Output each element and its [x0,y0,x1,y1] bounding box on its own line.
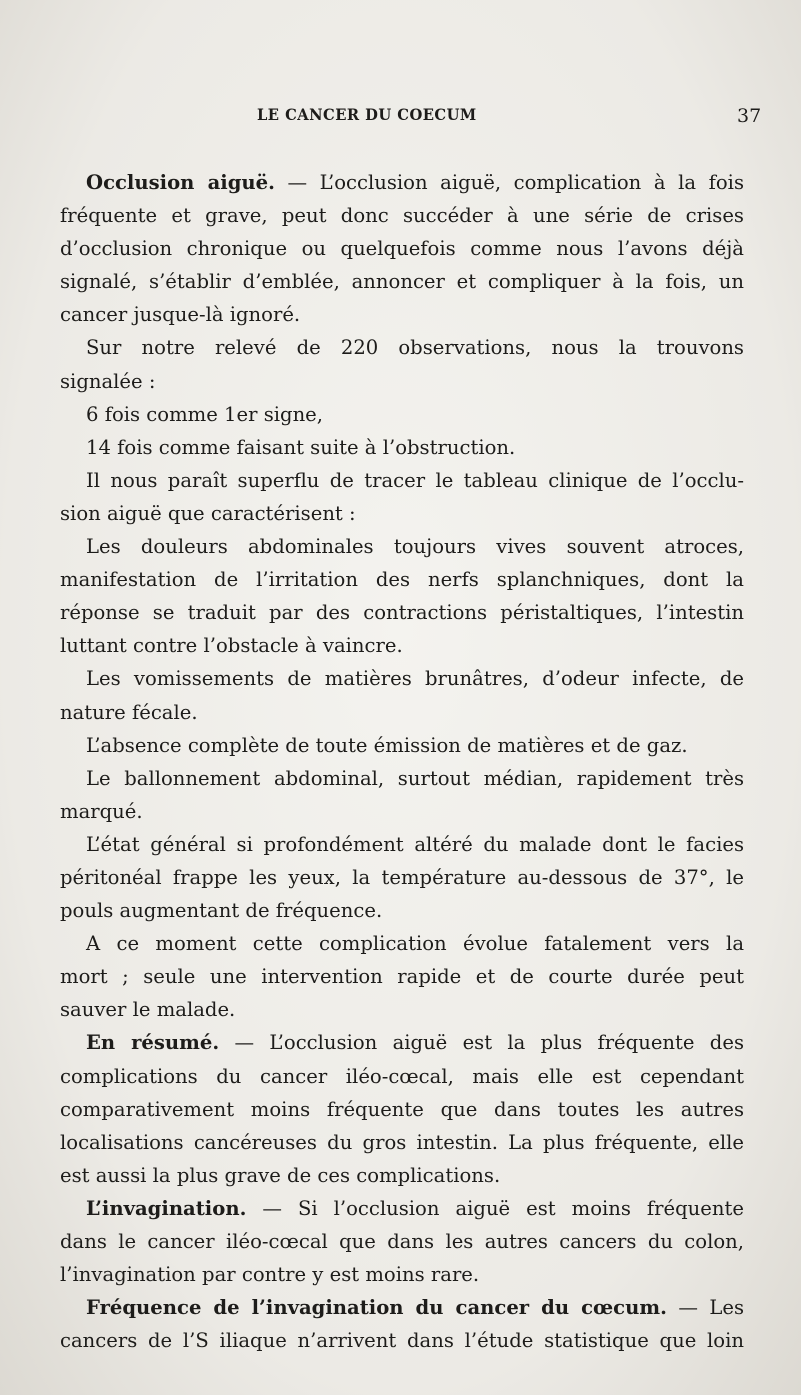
run-in-heading: Occlusion aiguë. [86,171,275,194]
run-in-heading: Fréquence de l’invagination du cancer du cœcum. [86,1296,667,1320]
text-line [60,365,744,398]
line-text: marqué. [60,799,143,823]
text-line [60,1225,744,1258]
page-header [0,105,801,127]
line-text: 6 fois comme 1er signe, [86,402,324,426]
line-text: L’état général si profondément altéré du malade dont le facies [86,832,744,856]
text-line [60,894,744,927]
line-text: — L’occlusion aiguë, complication à la fois [274,171,745,194]
line-text: mort ; seule une intervention rapide et de courte durée peut [60,965,744,989]
line-text: fréquente et grave, peut donc succéder à une série de crises [60,204,744,228]
text-line [60,464,744,497]
text-line [60,993,744,1026]
text-line [60,696,744,729]
line-text: est aussi la plus grave de ces complications. [60,1163,501,1187]
text-line [60,960,744,993]
line-text: cancers de l’S iliaque n’arrivent dans l’étude statistique que loin [60,1329,744,1353]
text-line [60,1192,744,1225]
line-text: Les douleurs abdominales toujours vives souvent atroces, [86,535,744,559]
text-line [60,1159,744,1192]
line-text: — L’occlusion aiguë est la plus fréquente des [219,1031,744,1055]
line-text: nature fécale. [60,700,198,724]
text-line [60,861,744,894]
text-line [60,1324,744,1357]
line-text: d’occlusion chronique ou quelquefois comme nous l’avons déjà [60,237,744,261]
text-line [60,1126,744,1159]
text-line [60,1060,744,1093]
text-line [60,232,744,265]
text-line [60,431,744,464]
text-line [60,1026,744,1059]
line-text: sion aiguë que caractérisent : [60,501,356,525]
text-line [60,1093,744,1126]
text-line [60,927,744,960]
line-text: pouls augmentant de fréquence. [60,899,383,923]
line-text: localisations cancéreuses du gros intestin. La plus fréquente, elle [60,1130,744,1154]
line-text: dans le cancer iléo-cœcal que dans les autres cancers du colon, [60,1230,744,1253]
text-line [60,662,744,695]
line-text: complications du cancer iléo-cœcal, mais elle est cependant [60,1064,744,1088]
text-line [60,828,744,861]
text-line [60,199,744,232]
page-number: 37 [737,105,762,127]
text-line [60,497,744,530]
run-in-heading: En résumé. [86,1031,220,1055]
text-line [60,563,744,596]
line-text: luttant contre l’obstacle à vaincre. [60,634,403,658]
text-line [60,596,744,629]
line-text: Les vomissements de matières brunâtres, d’odeur infecte, de [86,667,744,691]
line-text: signalée : [60,369,156,393]
text-line [60,629,744,662]
text-line [60,298,744,331]
text-line [60,331,744,364]
line-text: — Si l’occlusion aiguë est moins fréquente [246,1196,744,1220]
text-line [60,1258,744,1291]
line-text: Il nous paraît superflu de tracer le tableau clinique de l’occlu- [86,468,744,492]
line-text: 14 fois comme faisant suite à l’obstruction. [86,435,516,459]
line-text: L’absence complète de toute émission de matières et de gaz. [86,733,688,757]
text-line [60,398,744,431]
line-text: Le ballonnement abdominal, surtout médian, rapidement très [86,766,744,790]
line-text: l’invagination par contre y est moins rare. [60,1263,480,1287]
text-line [60,762,744,795]
run-in-heading: L’invagination. [86,1196,247,1220]
line-text: manifestation de l’irritation des nerfs splanchniques, dont la [60,568,744,592]
text-line [60,1291,744,1324]
line-text: comparativement moins fréquente que dans toutes les autres [60,1097,744,1121]
text-line [60,729,744,762]
line-text: réponse se traduit par des contractions péristaltiques, l’intestin [60,601,744,625]
text-line [60,530,744,563]
line-text: A ce moment cette complication évolue fatalement vers la [86,932,744,956]
line-text: — Les [666,1296,744,1320]
line-text: signalé, s’établir d’emblée, annoncer et compliquer à la fois, un [60,270,744,294]
text-line [60,265,744,298]
text-line [60,795,744,828]
line-text: péritonéal frappe les yeux, la température au-dessous de 37°, le [60,865,744,889]
running-title: LE CANCER DU COECUM [257,105,477,124]
body-text [60,166,744,1357]
line-text: sauver le malade. [60,998,236,1022]
line-text: cancer jusque-là ignoré. [60,303,301,327]
line-text: Sur notre relevé de 220 observations, nous la trouvons [86,336,744,360]
text-line [60,166,744,199]
